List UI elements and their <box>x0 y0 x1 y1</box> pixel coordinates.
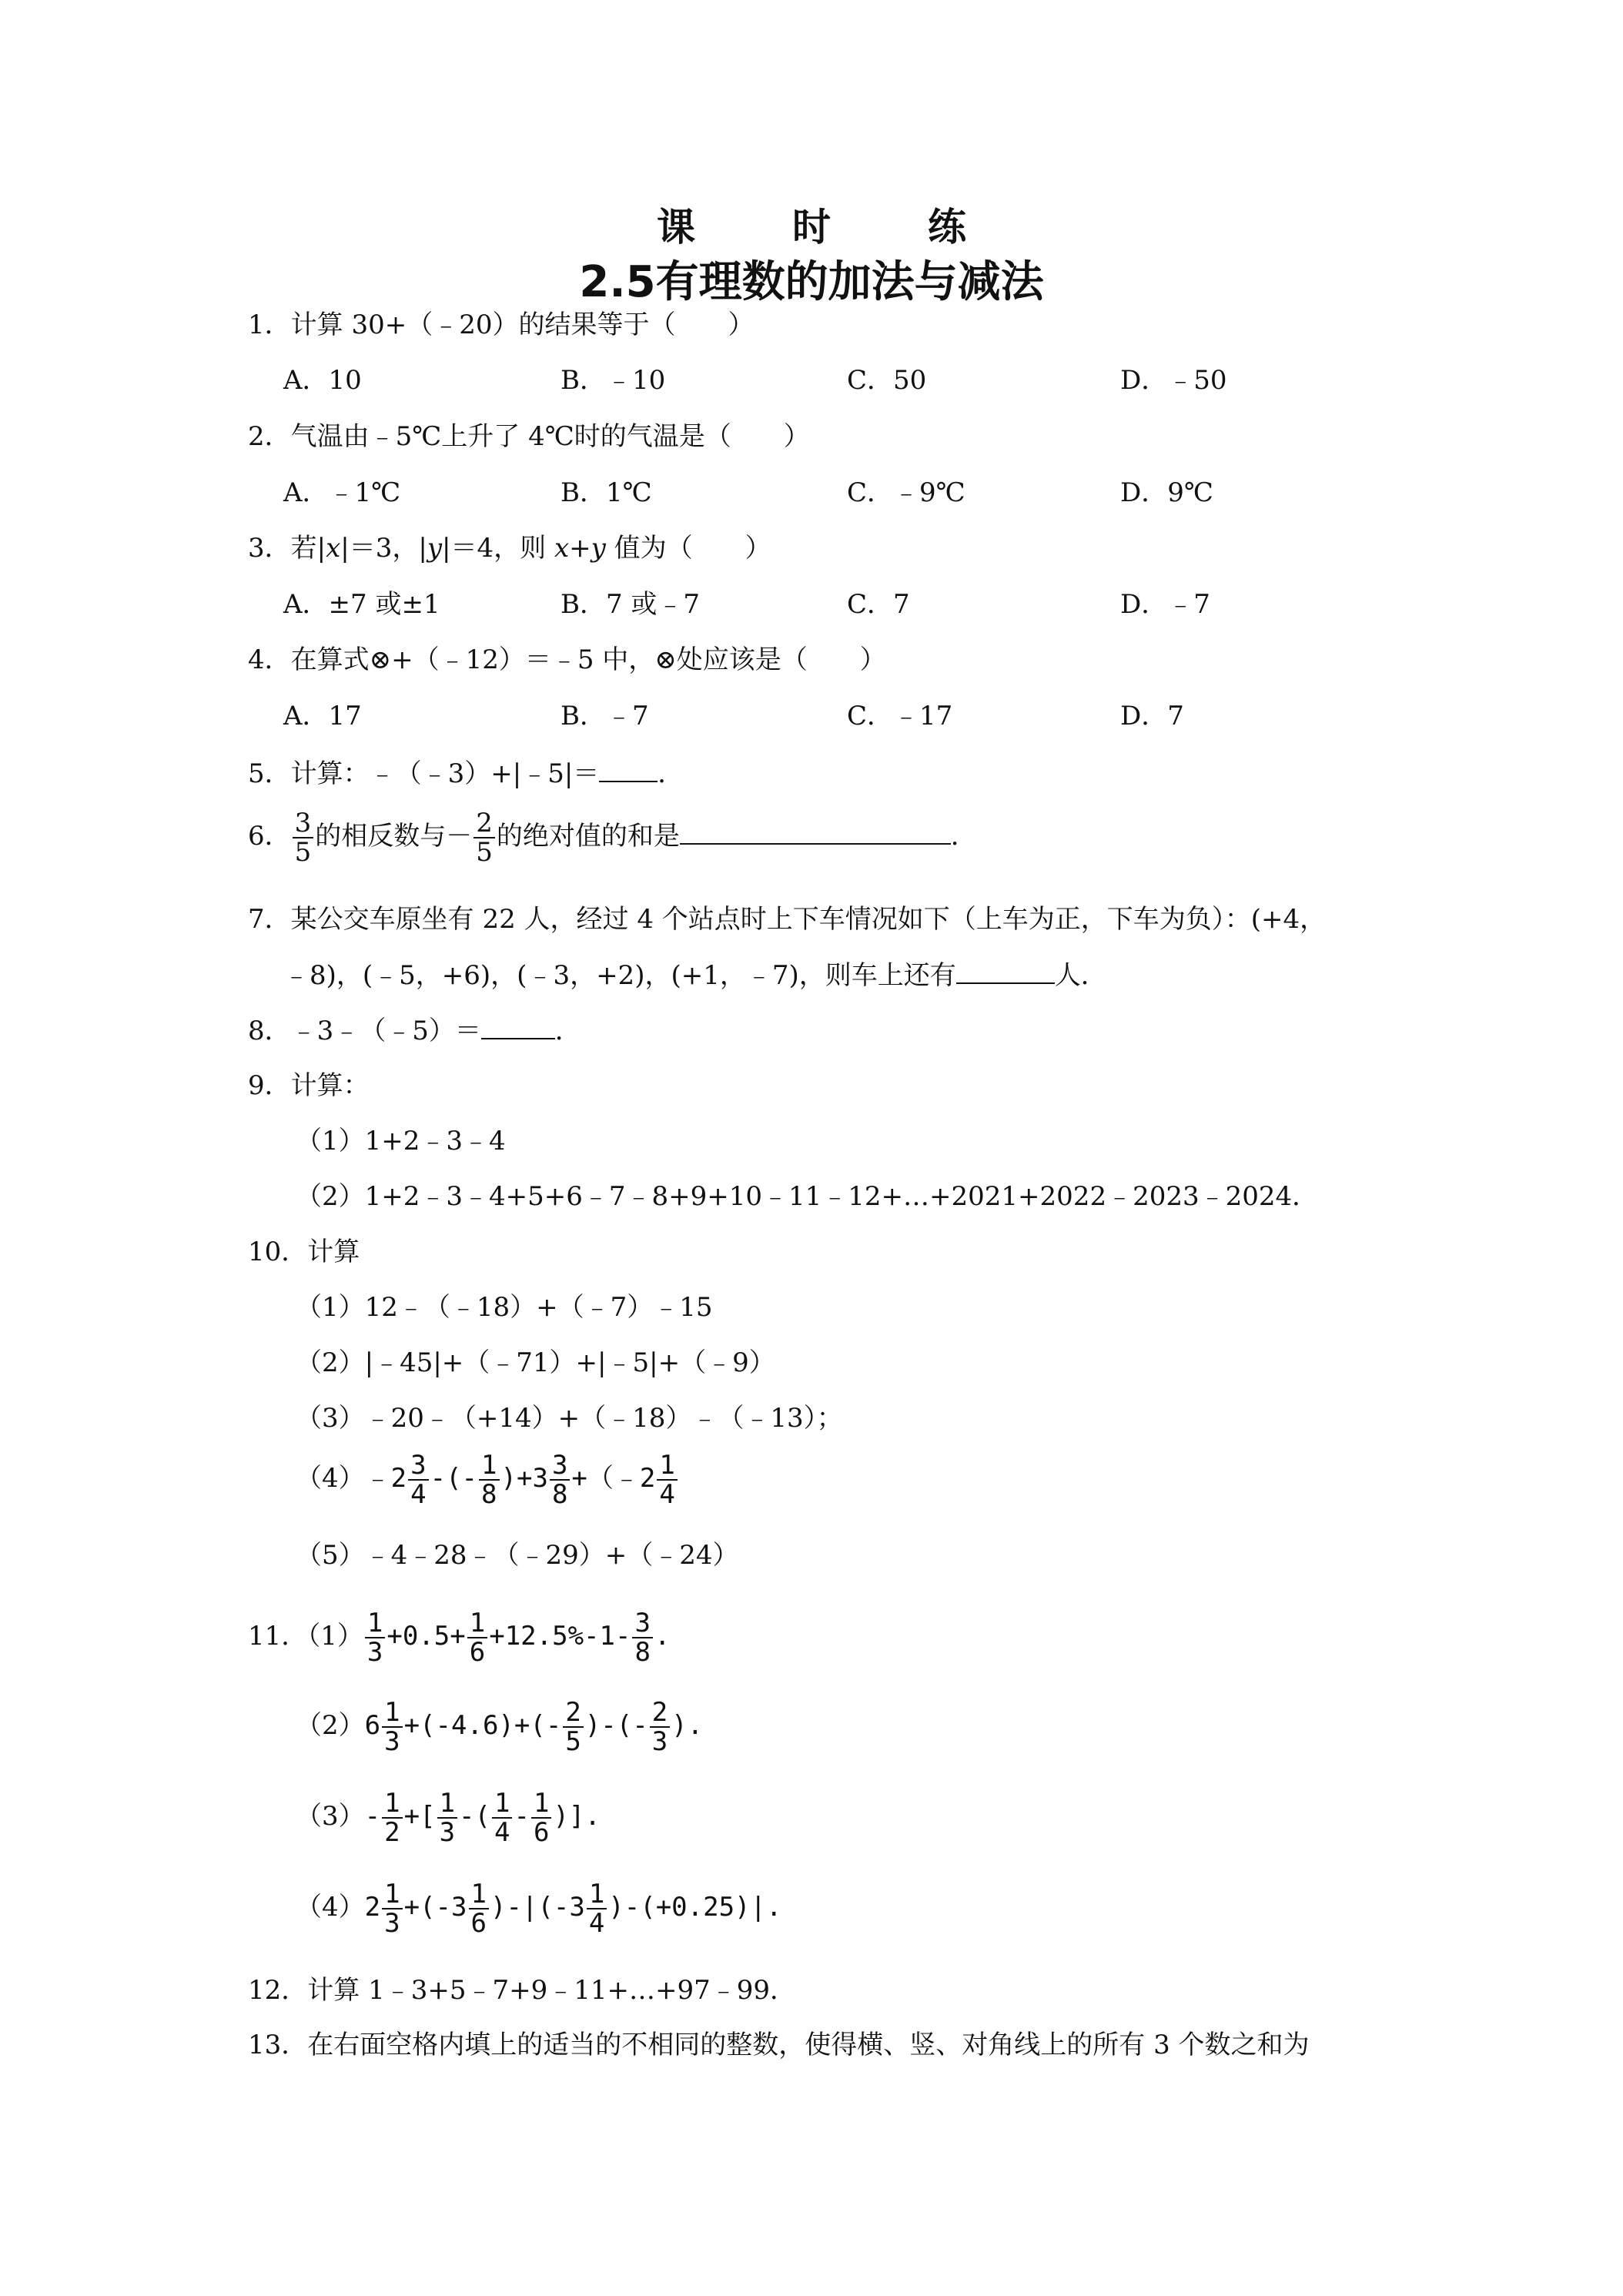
q11-4-d1: 3 <box>384 1907 400 1939</box>
q11-2-frac-1 <box>382 1696 402 1757</box>
q6-f2-denominator: 5 <box>476 837 493 868</box>
q1-option-a: A．10 <box>283 365 362 396</box>
q11-2-whole: 6 <box>364 1710 381 1741</box>
q11-2-d2: 5 <box>565 1725 581 1757</box>
q11-3-d3: 4 <box>494 1816 510 1848</box>
q11-2-d1: 3 <box>384 1725 400 1757</box>
q8-answer-blank[interactable] <box>481 1013 555 1039</box>
q11-1-d1: 3 <box>366 1636 383 1668</box>
q10-4-c-den: 8 <box>551 1478 568 1510</box>
q11-3-frac-3 <box>492 1789 512 1846</box>
q11-1-n2: 1 <box>467 1609 487 1638</box>
q5-answer-blank[interactable] <box>599 756 658 782</box>
q11-3-frac-2 <box>437 1789 457 1846</box>
q2-option-a: A．﹣1℃ <box>283 477 401 508</box>
q10-4-c: )+3 <box>500 1463 548 1494</box>
q10-item-1: （1）12﹣（﹣18）+（﹣7）﹣15 <box>296 1292 713 1323</box>
q8-end: ． <box>554 1016 581 1046</box>
q11-1-frac-3 <box>632 1609 652 1666</box>
q11-3-n2: 1 <box>437 1789 457 1819</box>
q11-3-n3: 1 <box>492 1789 512 1819</box>
q11-2-frac-3 <box>650 1696 670 1757</box>
q10-4-frac-b <box>479 1451 499 1508</box>
q11-2-mid2: )-(- <box>584 1710 648 1741</box>
q2-option-b: B．1℃ <box>561 477 652 508</box>
q6-fraction-2 <box>474 809 495 866</box>
q11-4-frac-2 <box>469 1880 489 1937</box>
question-9-stem: 9．计算： <box>248 1070 370 1101</box>
q3-var-xy: x+y <box>554 533 606 564</box>
q11-1-frac-2 <box>467 1609 487 1666</box>
q11-2-end: ). <box>671 1710 704 1741</box>
q11-3-n1: 1 <box>382 1789 402 1819</box>
q11-3-d2: 3 <box>439 1816 456 1848</box>
q3-option-d: D．﹣7 <box>1120 589 1210 620</box>
q11-1-label: （1） <box>307 1621 363 1652</box>
q11-4-whole: 2 <box>364 1892 381 1923</box>
q10-4-a-den: 4 <box>410 1478 427 1510</box>
q11-3-d4: 6 <box>533 1816 550 1848</box>
q10-4-frac-c <box>550 1451 570 1508</box>
q8-text: 8．﹣3﹣（﹣5）＝ <box>248 1016 481 1046</box>
q11-1-mid2: +12.5%-1- <box>489 1621 631 1652</box>
q3-var-y: y <box>427 533 443 564</box>
q3-var-x: x <box>326 533 341 564</box>
q3-option-c: C．7 <box>847 589 910 620</box>
q11-4-mid2: )-|(-3 <box>490 1892 585 1923</box>
q11-2-n1: 1 <box>382 1699 402 1728</box>
q7-answer-blank[interactable] <box>956 958 1055 984</box>
q6-neg-sign: － <box>446 821 473 852</box>
q9-item-1: （1）1+2﹣3﹣4 <box>296 1126 506 1156</box>
q4-option-a: A．17 <box>283 701 362 731</box>
q3-text-a: 3．若| <box>248 533 326 564</box>
question-6-stem <box>248 805 977 867</box>
q6-f1-numerator: 3 <box>293 809 314 838</box>
q4-option-c: C．﹣17 <box>847 701 953 731</box>
q11-4-frac-3 <box>587 1880 607 1937</box>
q11-1-d2: 6 <box>469 1636 486 1668</box>
q11-3-label: （3） <box>296 1801 365 1832</box>
q11-4-mid: +(-3 <box>403 1892 467 1923</box>
q10-4-frac-d <box>657 1451 677 1508</box>
q5-text: 5．计算：﹣（﹣3）+|﹣5|＝ <box>248 758 600 789</box>
q3-text-b: |＝3，| <box>340 533 427 564</box>
question-3-stem <box>248 531 771 565</box>
q6-text-mid: 的相反数与 <box>315 821 447 852</box>
q10-4-frac-a <box>408 1451 428 1508</box>
question-8-stem <box>248 1013 581 1048</box>
q11-3-pre: - <box>364 1801 381 1832</box>
q11-4-n3: 1 <box>587 1880 607 1909</box>
q11-3-mid: +[ <box>403 1801 436 1832</box>
q10-4-label: （4） <box>296 1463 365 1494</box>
q6-f2-numerator: 2 <box>474 809 495 838</box>
q11-item-3 <box>296 1782 601 1851</box>
q6-text-tail: 的绝对值的和是 <box>496 821 680 852</box>
q11-2-label: （2） <box>296 1710 365 1741</box>
q11-1-end: . <box>654 1621 671 1652</box>
question-10-stem: 10．计算 <box>248 1237 360 1267</box>
q1-option-b: B．﹣10 <box>561 365 666 396</box>
q11-2-frac-2 <box>563 1696 583 1757</box>
worksheet-subtitle: 2.5有理数的加法与减法 <box>579 257 1044 307</box>
q3-text-d: 值为（ ） <box>605 533 771 564</box>
q11-item-2 <box>296 1691 703 1760</box>
q11-4-frac-1 <box>382 1880 402 1937</box>
q6-f1-denominator: 5 <box>294 837 312 868</box>
q10-4-b-num: 1 <box>479 1451 499 1481</box>
q11-item-4 <box>296 1873 781 1942</box>
q10-4-d-den: 4 <box>659 1478 675 1510</box>
q10-item-3: （3）﹣20﹣（+14）+（﹣18）﹣（﹣13）； <box>296 1403 843 1434</box>
q11-number: 11． <box>248 1621 308 1652</box>
q1-option-d: D．﹣50 <box>1120 365 1227 396</box>
q10-4-c-num: 3 <box>550 1451 570 1481</box>
q4-option-b: B．﹣7 <box>561 701 649 731</box>
q11-3-frac-1 <box>382 1789 402 1846</box>
q6-end: ． <box>950 821 977 852</box>
q11-2-mid: +(-4.6)+(- <box>403 1710 562 1741</box>
q11-3-mid2: -( <box>459 1801 490 1832</box>
q10-4-d-num: 1 <box>657 1451 677 1481</box>
q11-4-d2: 6 <box>470 1907 487 1939</box>
q10-4-b-den: 8 <box>481 1478 497 1510</box>
q4-option-d: D．7 <box>1120 701 1184 731</box>
q11-3-end: )]. <box>553 1801 601 1832</box>
q11-2-n3: 2 <box>650 1699 670 1728</box>
q7-text: ﹣8)，(﹣5，+6)，(﹣3，+2)，(+1，﹣7)，则车上还有 <box>283 960 956 991</box>
q11-1-frac-1 <box>365 1609 385 1666</box>
question-7-line-2 <box>283 958 1107 992</box>
q11-3-mid3: - <box>514 1801 530 1832</box>
q3-option-a: A．±7 或±1 <box>283 589 440 620</box>
q6-number: 6． <box>248 821 291 852</box>
question-2-stem: 2．气温由﹣5℃上升了 4℃时的气温是（ ） <box>248 421 810 452</box>
q10-4-a-num: 3 <box>408 1451 428 1481</box>
q10-4-d: +（﹣2 <box>571 1463 656 1494</box>
q10-item-4 <box>296 1448 679 1509</box>
q11-2-d3: 3 <box>651 1725 668 1757</box>
q11-4-n1: 1 <box>382 1880 402 1909</box>
q11-1-mid: +0.5+ <box>387 1621 466 1652</box>
q11-1-n1: 1 <box>365 1609 385 1638</box>
question-1-stem: 1．计算 30+（﹣20）的结果等于（ ） <box>248 310 755 340</box>
question-7-line-1: 7．某公交车原坐有 22 人，经过 4 个站点时上下车情况如下（上车为正，下车为负）：(+4， <box>248 904 1327 935</box>
question-4-stem: 4．在算式⊗+（﹣12）＝﹣5 中，⊗处应该是（ ） <box>248 644 886 675</box>
q6-answer-blank[interactable] <box>680 818 951 845</box>
q1-option-c: C．50 <box>847 365 927 396</box>
q9-item-2: （2）1+2﹣3﹣4+5+6﹣7﹣8+9+10﹣11﹣12+…+2021+2022﹣2023﹣2024． <box>296 1181 1319 1212</box>
q11-4-label: （4） <box>296 1892 365 1923</box>
q11-1-d3: 8 <box>634 1636 651 1668</box>
q10-4-b: -(- <box>430 1463 478 1494</box>
question-5-stem <box>248 756 684 791</box>
q7-end: 人． <box>1054 960 1107 991</box>
q11-4-end: )-(+0.25)|. <box>608 1892 782 1923</box>
question-12-stem: 12．计算 1﹣3+5﹣7+9﹣11+…+97﹣99． <box>248 1975 796 2006</box>
q11-3-frac-4 <box>531 1789 551 1846</box>
q10-item-2: （2）|﹣45|+（﹣71）+|﹣5|+（﹣9） <box>296 1347 775 1378</box>
q11-2-n2: 2 <box>563 1699 583 1728</box>
q3-option-b: B．7 或﹣7 <box>561 589 701 620</box>
q6-fraction-1 <box>293 809 314 866</box>
q5-end: ． <box>658 758 684 789</box>
q11-4-d3: 4 <box>588 1907 605 1939</box>
q11-1-n3: 3 <box>632 1609 652 1638</box>
worksheet-title: 课 时 练 <box>657 205 996 249</box>
q10-4-a: ﹣2 <box>364 1463 407 1494</box>
q3-text-c: |＝4，则 <box>442 533 554 564</box>
question-13-stem: 13．在右面空格内填上的适当的不相同的整数，使得横、竖、对角线上的所有 3 个数之和为 <box>248 2030 1310 2060</box>
q11-item-1 <box>248 1602 670 1671</box>
q10-item-5: （5）﹣4﹣28﹣（﹣29）+（﹣24） <box>296 1540 739 1571</box>
q11-3-d1: 2 <box>384 1816 400 1848</box>
q11-3-n4: 1 <box>531 1789 551 1819</box>
q2-option-c: C．﹣9℃ <box>847 477 965 508</box>
q2-option-d: D．9℃ <box>1120 477 1213 508</box>
q11-4-n2: 1 <box>469 1880 489 1909</box>
